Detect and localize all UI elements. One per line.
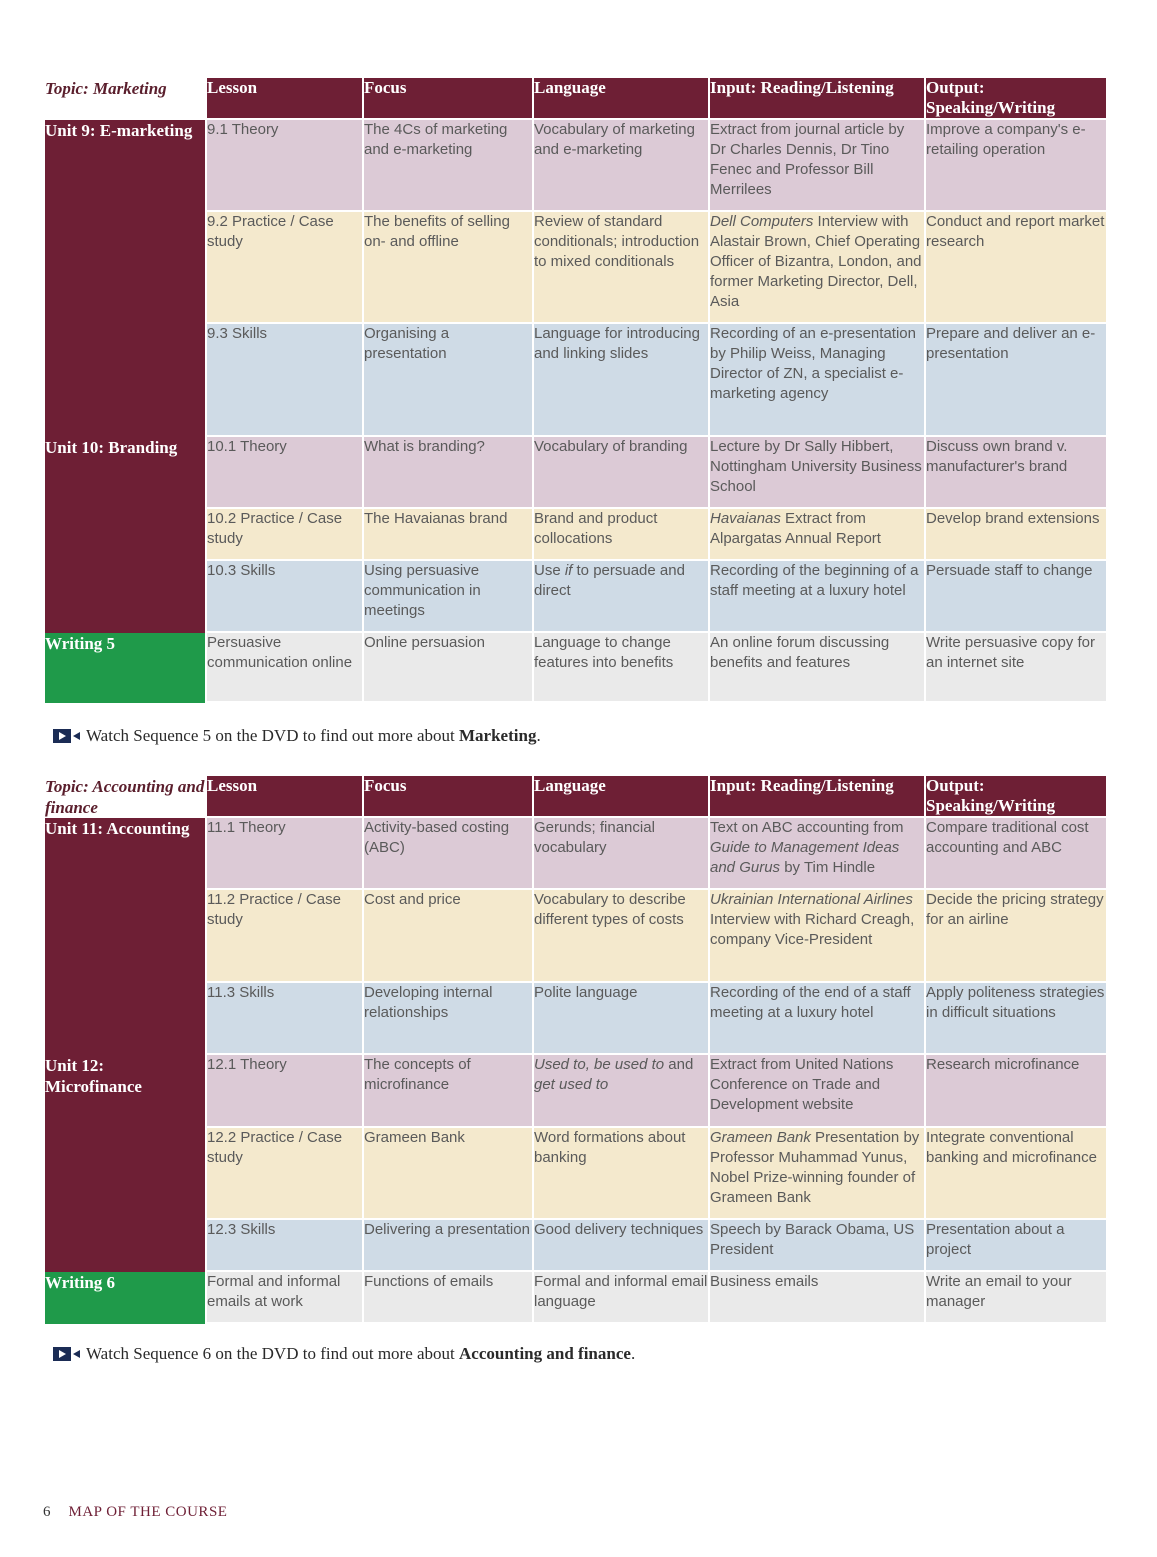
table-row	[45, 437, 1106, 509]
lesson-cell: 12.3 Skills	[207, 1220, 362, 1272]
language-text: Use	[534, 562, 565, 579]
focus-cell: What is branding?	[364, 437, 532, 509]
dvd-pre: Watch Sequence 6 on the DVD to find out more about	[86, 1344, 460, 1363]
language-italic: Used to, be used to	[534, 1056, 665, 1073]
language-cell: Vocabulary to describe different types of costs	[534, 890, 708, 983]
unit-label: Unit 9: E-marketing	[45, 120, 205, 437]
header-row	[45, 776, 1106, 818]
focus-cell: Cost and price	[364, 890, 532, 983]
input-italic: Guide to Management Ideas and Gurus	[710, 839, 900, 876]
output-cell: Persuade staff to change	[926, 561, 1106, 633]
language-cell: Language to change features into benefits	[534, 633, 708, 703]
col-language: Language	[534, 776, 708, 818]
dvd-play-icon	[53, 1347, 80, 1361]
accounting-section	[45, 776, 1110, 1324]
unit-label: Unit 10: Branding	[45, 437, 205, 633]
output-cell: Presentation about a project	[926, 1220, 1106, 1272]
output-cell: Write persuasive copy for an internet site	[926, 633, 1106, 703]
lesson-cell: 9.2 Practice / Case study	[207, 212, 362, 324]
output-cell: Research microfinance	[926, 1055, 1106, 1128]
col-focus: Focus	[364, 78, 532, 120]
input-cell: Extract from United Nations Conference on Trade and Development website	[710, 1055, 924, 1128]
writing-label: Writing 6	[45, 1272, 205, 1324]
input-cell: Business emails	[710, 1272, 924, 1324]
lesson-cell: 11.2 Practice / Case study	[207, 890, 362, 983]
language-cell: Brand and product collocations	[534, 509, 708, 561]
table-row	[45, 1055, 1106, 1128]
topic-title: Topic: Accounting and finance	[45, 777, 205, 817]
language-cell: Polite language	[534, 983, 708, 1055]
input-text: Interview with Richard Creagh, company Vice-President	[710, 911, 915, 948]
dvd-note	[53, 1344, 635, 1364]
footer-title: MAP OF THE COURSE	[68, 1504, 228, 1520]
input-italic: Dell Computers	[710, 213, 814, 230]
focus-cell: Activity-based costing (ABC)	[364, 818, 532, 890]
focus-cell: Developing internal relationships	[364, 983, 532, 1055]
lesson-cell: 11.1 Theory	[207, 818, 362, 890]
language-text: and	[664, 1056, 694, 1073]
lesson-cell: 10.3 Skills	[207, 561, 362, 633]
output-cell: Decide the pricing strategy for an airline	[926, 890, 1106, 983]
lesson-cell: 10.1 Theory	[207, 437, 362, 509]
input-italic: Havaianas	[710, 510, 781, 527]
input-cell	[710, 890, 924, 983]
lesson-cell: 11.3 Skills	[207, 983, 362, 1055]
focus-cell: The benefits of selling on- and offline	[364, 212, 532, 324]
input-cell: Lecture by Dr Sally Hibbert, Nottingham University Business School	[710, 437, 924, 509]
output-cell: Improve a company's e-retailing operation	[926, 120, 1106, 212]
output-cell: Apply politeness strategies in difficult situations	[926, 983, 1106, 1055]
language-cell: Vocabulary of marketing and e-marketing	[534, 120, 708, 212]
output-cell: Integrate conventional banking and microfinance	[926, 1128, 1106, 1220]
input-cell: Recording of the end of a staff meeting at a luxury hotel	[710, 983, 924, 1055]
col-output: Output: Speaking/Writing	[926, 78, 1106, 120]
language-cell: Good delivery techniques	[534, 1220, 708, 1272]
focus-cell: The Havaianas brand	[364, 509, 532, 561]
page-footer	[43, 1504, 227, 1521]
output-cell: Discuss own brand v. manufacturer's brand	[926, 437, 1106, 509]
focus-cell: Online persuasion	[364, 633, 532, 703]
input-text: Text on ABC accounting from	[710, 819, 904, 836]
table-row	[45, 818, 1106, 890]
language-cell	[534, 561, 708, 633]
output-cell: Conduct and report market research	[926, 212, 1106, 324]
input-cell: Recording of an e-presentation by Philip Weiss, Managing Director of ZN, a specialist e-marketing agency	[710, 324, 924, 437]
output-cell: Write an email to your manager	[926, 1272, 1106, 1324]
writing-label: Writing 5	[45, 633, 205, 703]
col-input: Input: Reading/Listening	[710, 78, 924, 120]
dvd-text	[86, 726, 541, 746]
input-text: by Tim Hindle	[780, 859, 876, 876]
input-cell: An online forum discussing benefits and features	[710, 633, 924, 703]
dvd-post: .	[630, 1344, 636, 1363]
output-cell: Develop brand extensions	[926, 509, 1106, 561]
lesson-cell: 9.1 Theory	[207, 120, 362, 212]
language-cell: Language for introducing and linking slides	[534, 324, 708, 437]
unit-label: Unit 11: Accounting	[45, 818, 205, 1055]
input-cell: Extract from journal article by Dr Charles Dennis, Dr Tino Fenec and Professor Bill Merrilees	[710, 120, 924, 212]
language-cell: Review of standard conditionals; introduction to mixed conditionals	[534, 212, 708, 324]
focus-cell: Grameen Bank	[364, 1128, 532, 1220]
table-row	[45, 1272, 1106, 1324]
lesson-cell: Formal and informal emails at work	[207, 1272, 362, 1324]
input-text: Interview with Alastair Brown, Chief Operating Officer of Bizantra, London, and former Marketing Director, Dell, Asia	[710, 213, 922, 310]
lesson-cell: 12.1 Theory	[207, 1055, 362, 1128]
col-input: Input: Reading/Listening	[710, 776, 924, 818]
language-cell: Gerunds; financial vocabulary	[534, 818, 708, 890]
col-lesson: Lesson	[207, 776, 362, 818]
col-language: Language	[534, 78, 708, 120]
marketing-table	[43, 78, 1108, 703]
language-cell: Word formations about banking	[534, 1128, 708, 1220]
lesson-cell: 9.3 Skills	[207, 324, 362, 437]
input-cell	[710, 818, 924, 890]
language-cell: Vocabulary of branding	[534, 437, 708, 509]
focus-cell: Delivering a presentation	[364, 1220, 532, 1272]
input-italic: Ukrainian International Airlines	[710, 891, 913, 908]
accounting-table	[43, 776, 1108, 1324]
language-cell	[534, 1055, 708, 1128]
focus-cell: The concepts of microfinance	[364, 1055, 532, 1128]
col-focus: Focus	[364, 776, 532, 818]
language-italic: get used to	[534, 1076, 609, 1093]
col-lesson: Lesson	[207, 78, 362, 120]
page-number: 6	[43, 1504, 51, 1520]
header-row	[45, 78, 1106, 120]
focus-cell: Functions of emails	[364, 1272, 532, 1324]
focus-cell: The 4Cs of marketing and e-marketing	[364, 120, 532, 212]
dvd-note	[53, 726, 541, 746]
table-row	[45, 633, 1106, 703]
input-cell: Speech by Barack Obama, US President	[710, 1220, 924, 1272]
dvd-topic: Accounting and finance	[459, 1344, 631, 1363]
dvd-topic: Marketing	[459, 726, 537, 745]
col-output: Output: Speaking/Writing	[926, 776, 1106, 818]
marketing-section	[45, 78, 1110, 703]
dvd-post: .	[536, 726, 541, 745]
dvd-play-icon	[53, 729, 80, 743]
input-text: Presentation by Professor Muhammad Yunus, Nobel Prize-winning founder of Grameen Bank	[710, 1129, 920, 1206]
language-cell: Formal and informal email language	[534, 1272, 708, 1324]
topic-title: Topic: Marketing	[45, 78, 205, 120]
lesson-cell: 10.2 Practice / Case study	[207, 509, 362, 561]
input-cell	[710, 212, 924, 324]
output-cell: Prepare and deliver an e-presentation	[926, 324, 1106, 437]
input-cell: Recording of the beginning of a staff meeting at a luxury hotel	[710, 561, 924, 633]
input-text: Extract from Alpargatas Annual Report	[710, 510, 881, 547]
lesson-cell: Persuasive communication online	[207, 633, 362, 703]
dvd-pre: Watch Sequence 5 on the DVD to find out more about	[86, 726, 460, 745]
dvd-text	[86, 1344, 635, 1364]
input-italic: Grameen Bank	[710, 1129, 811, 1146]
unit-label: Unit 12: Microfinance	[45, 1055, 205, 1272]
focus-cell: Using persuasive communication in meetings	[364, 561, 532, 633]
focus-cell: Organising a presentation	[364, 324, 532, 437]
input-cell	[710, 1128, 924, 1220]
input-cell	[710, 509, 924, 561]
table-row	[45, 120, 1106, 212]
language-text: to persuade and direct	[534, 562, 685, 599]
language-italic: if	[564, 562, 573, 579]
output-cell: Compare traditional cost accounting and ABC	[926, 818, 1106, 890]
lesson-cell: 12.2 Practice / Case study	[207, 1128, 362, 1220]
